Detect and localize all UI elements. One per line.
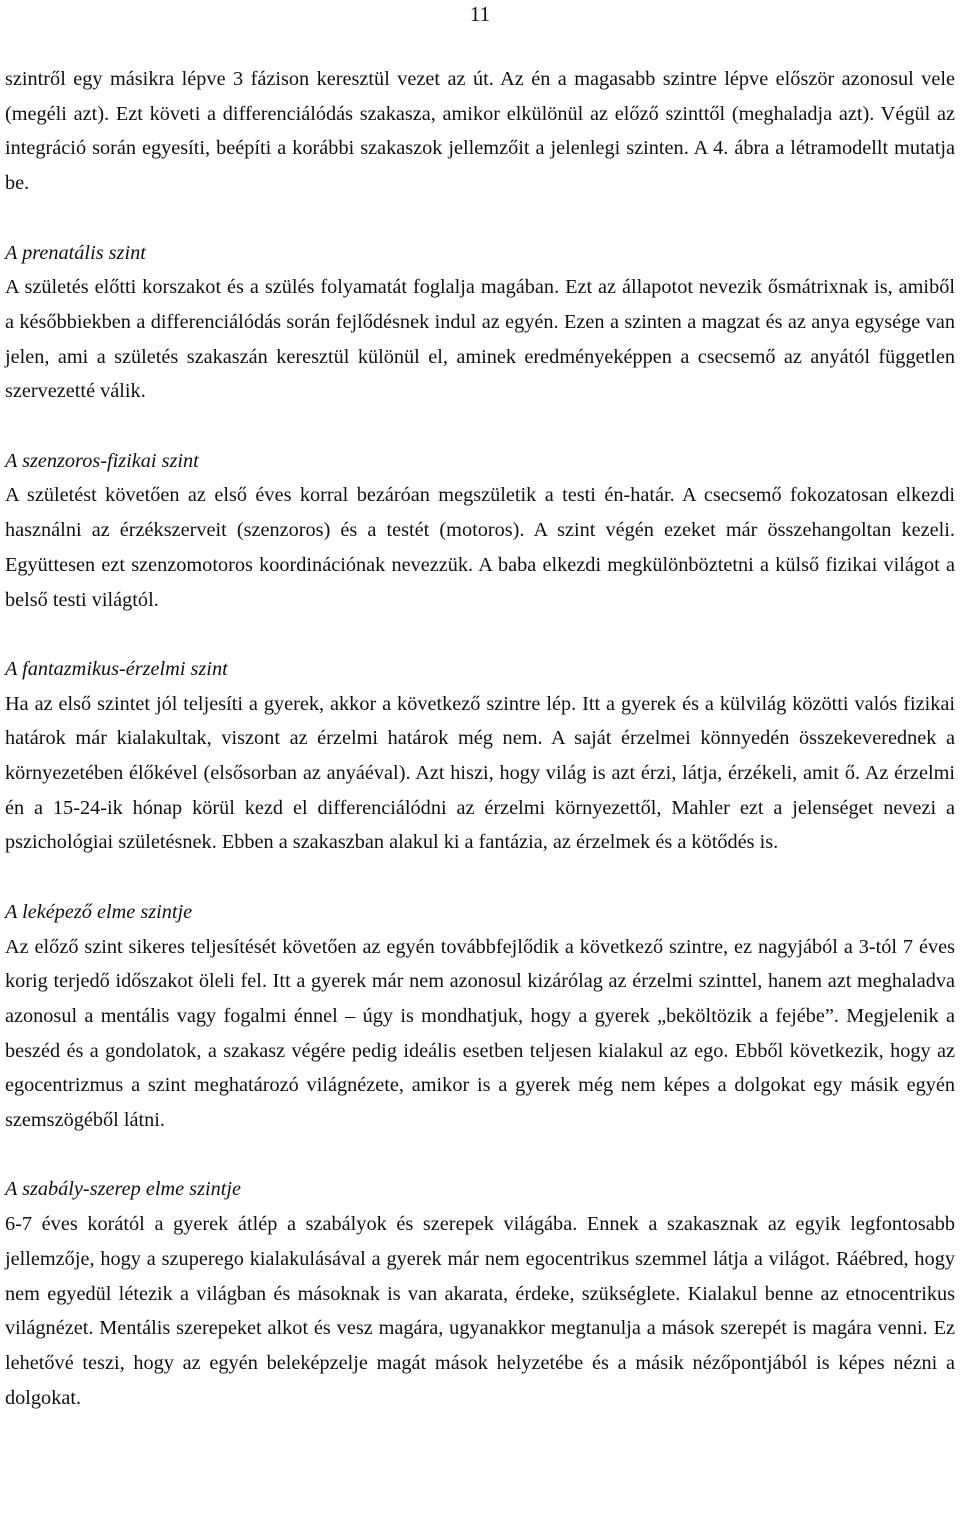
paragraph-gap [5, 409, 955, 444]
paragraph-gap [5, 201, 955, 236]
section-heading-phantasmic-emotional: A fantazmikus-érzelmi szint [5, 657, 228, 680]
paragraph-gap [5, 1138, 955, 1173]
section-heading-representational-mind: A leképező elme szintje [5, 900, 193, 923]
section-body-prenatal: A születés előtti korszakot és a szülés folyamatát foglalja magában. Ezt az állapotot nevezik ősmátrixnak is, amiből a későbbiekben a differenciálódás során fejlődésnek indul az egyén. Ezen a szinten a magzat és az anya egysége van jelen, ami a születés szakaszán keresztül különül el, aminek eredményeképpen a csecsemő az anyától független szervezetté válik. [5, 276, 955, 403]
section-heading-prenatal: A prenatális szint [5, 241, 146, 264]
section-heading-rule-role-mind: A szabály-szerep elme szintje [5, 1178, 242, 1201]
section-body-phantasmic-emotional: Ha az első szintet jól teljesíti a gyerek, akkor a következő szintre lép. Itt a gyerek és a külvilág közötti valós fizikai határok már kialakultak, viszont az érzelmi határok még nem. A saját érzelmei könnyedén összekeverednek a környezetében élőkével (elsősorban az anyáéval). Azt hiszi, hogy világ is azt érzi, látja, érzékeli, amit ő. Az érzelmi én a 15-24-ik hónap körül kezd el differenciálódni az érzelmi környezettől, Mahler ezt a jelenséget nevezi a pszichológiai születésnek. Ebben a szakaszban alakul ki a fantázia, az érzelmek és a kötődés is. [5, 692, 955, 854]
page-number: 11 [469, 2, 491, 26]
paragraph-gap [5, 617, 955, 652]
section-body-rule-role-mind: 6-7 éves korától a gyerek átlép a szabályok és szerepek világába. Ennek a szakasznak az egyik legfontosabb jellemzője, hogy a szuperego kialakulásával a gyerek már nem egocentrikus szemmel látja a világot. Ráébred, hogy nem egyedül létezik a világban és másoknak is van akarata, érdeke, szükséglete. Kialakul benne az etnocentrikus világnézet. Mentális szerepeket alkot és vesz magára, ugyanakkor megtanulja a mások szerepét is magára venni. Ez lehetővé teszi, hogy az egyén beleképzelje magát mások helyzetébe és a másik nézőpontjából is képes nézni a dolgokat. [5, 1213, 955, 1409]
section-body-representational-mind: Az előző szint sikeres teljesítését követően az egyén továbbfejlődik a következő szintre, ez nagyjából a 3-tól 7 éves korig terjedő időszakot öleli fel. Itt a gyerek már nem azonosul kizárólag az érzelmi szinttel, hanem azt meghaladva azonosul a mentális vagy fogalmi énnel – úgy is mondhatjuk, hogy a gyerek „beköltözik a fejébe”. Megjelenik a beszéd és a gondolatok, a szakasz végére pedig ideális esetben teljesen kialakul az ego. Ebből következik, hogy az egocentrizmus a szint meghatározó világnézete, amikor is a gyerek még nem képes a dolgokat egy másik egyén szemszögéből látni. [5, 935, 955, 1132]
document-body [5, 62, 955, 1415]
section-body-sensory-physical: A születést követően az első éves korral bezáróan megszületik a testi én-határ. A csecsemő fokozatosan elkezdi használni az érzékszerveit (szenzoros) és a testét (motoros). A szint végén ezeket már összehangoltan kezeli. Együttesen ezt szenzomotoros koordinációnak nevezzük. A baba elkezdi megkülönböztetni a külső fizikai világot a belső testi világtól. [5, 484, 955, 611]
section-heading-sensory-physical: A szenzoros-fizikai szint [5, 449, 199, 472]
paragraph-gap [5, 860, 955, 895]
intro-paragraph: szintről egy másikra lépve 3 fázison keresztül vezet az út. Az én a magasabb szintre lépve először azonosul vele (megéli azt). Ezt követi a differenciálódás szakasza, amikor elkülönül az előző szinttől (meghaladja azt). Végül az integráció során egyesíti, beépíti a korábbi szakaszok jellemzőit a jelenlegi szinten. A 4. ábra a létramodellt mutatja be. [5, 68, 955, 195]
